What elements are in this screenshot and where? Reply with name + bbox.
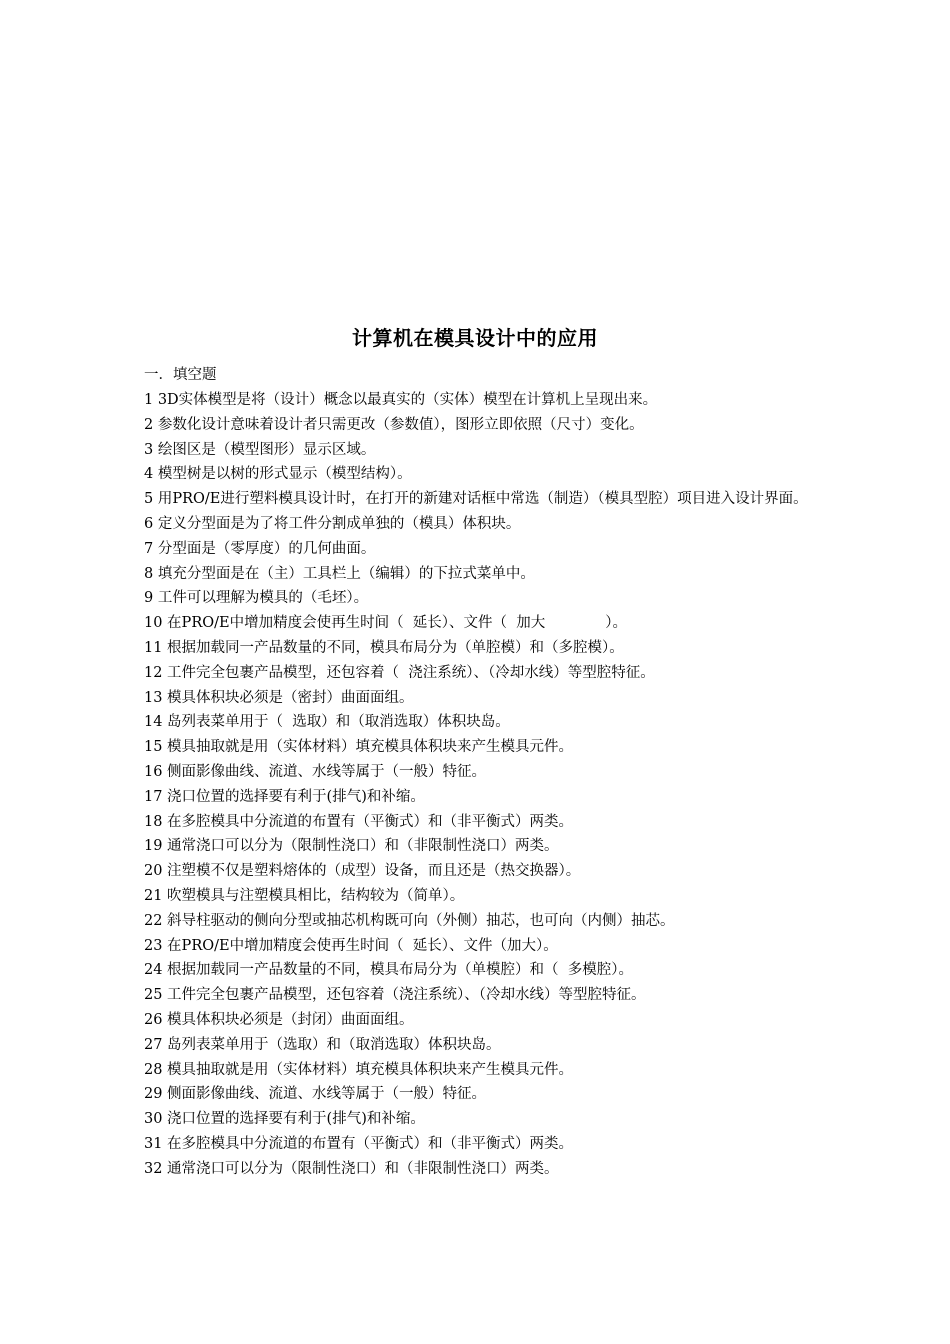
question-item: 22 斜导柱驱动的侧向分型或抽芯机构既可向（外侧）抽芯，也可向（内侧）抽芯。	[144, 912, 675, 929]
question-item: 28 模具抽取就是用（实体材料）填充模具体积块来产生模具元件。	[144, 1061, 574, 1078]
question-item: 2 参数化设计意味着设计者只需更改（参数值），图形立即依照（尺寸）变化。	[144, 416, 644, 433]
question-item: 10 在PRO/E中增加精度会使再生时间（ 延长）、文件（ 加大 ）。	[144, 615, 627, 632]
question-item: 9 工件可以理解为模具的（毛坯）。	[144, 590, 369, 607]
question-item: 29 侧面影像曲线、流道、水线等属于（一般）特征。	[144, 1086, 487, 1103]
question-item: 4 模型树是以树的形式显示（模型结构）。	[144, 466, 412, 483]
document-title: 计算机在模具设计中的应用	[352, 326, 598, 350]
question-item: 27 岛列表菜单用于（选取）和（取消选取）体积块岛。	[144, 1036, 501, 1053]
question-item: 32 通常浇口可以分为（限制性浇口）和（非限制性浇口）两类。	[144, 1160, 559, 1177]
question-item: 25 工件完全包裹产品模型，还包容着（浇注系统）、（冷却水线）等型腔特征。	[144, 987, 646, 1004]
question-item: 3 绘图区是（模型图形）显示区域。	[144, 441, 376, 458]
question-item: 11 根据加载同一产品数量的不同，模具布局分为（单腔模）和（多腔模）。	[144, 639, 624, 656]
question-item: 12 工件完全包裹产品模型，还包容着（ 浇注系统）、（冷却水线）等型腔特征。	[144, 664, 655, 681]
document-body	[144, 362, 814, 1182]
question-item: 21 吹塑模具与注塑模具相比，结构较为（简单）。	[144, 887, 465, 904]
question-list	[144, 388, 814, 1182]
question-item: 13 模具体积块必须是（密封）曲面面组。	[144, 689, 414, 706]
question-item: 6 定义分型面是为了将工件分割成单独的（模具）体积块。	[144, 515, 521, 532]
question-item: 20 注塑模不仅是塑料熔体的（成型）设备，而且还是（热交换器）。	[144, 863, 581, 880]
question-item: 24 根据加载同一产品数量的不同，模具布局分为（单模腔）和（ 多模腔）。	[144, 962, 634, 979]
question-item: 14 岛列表菜单用于（ 选取）和（取消选取）体积块岛。	[144, 714, 510, 731]
question-item: 7 分型面是（零厚度）的几何曲面。	[144, 540, 376, 557]
question-item: 31 在多腔模具中分流道的布置有（平衡式）和（非平衡式）两类。	[144, 1135, 574, 1152]
section-heading: 一．填空题	[144, 367, 217, 383]
question-item: 26 模具体积块必须是（封闭）曲面面组。	[144, 1011, 414, 1028]
question-item: 17 浇口位置的选择要有利于(排气)和补缩。	[144, 788, 425, 805]
question-item: 30 浇口位置的选择要有利于(排气)和补缩。	[144, 1111, 425, 1128]
question-item: 19 通常浇口可以分为（限制性浇口）和（非限制性浇口）两类。	[144, 838, 559, 855]
question-item: 1 3D实体模型是将（设计）概念以最真实的（实体）模型在计算机上呈现出来。	[144, 392, 658, 408]
question-item: 5 用PRO/E进行塑料模具设计时，在打开的新建对话框中常选（制造）（模具型腔）项目进入设计界面。	[144, 491, 808, 508]
question-item: 16 侧面影像曲线、流道、水线等属于（一般）特征。	[144, 763, 487, 780]
question-item: 23 在PRO/E中增加精度会使再生时间（ 延长）、文件（加大）。	[144, 937, 558, 954]
question-item: 18 在多腔模具中分流道的布置有（平衡式）和（非平衡式）两类。	[144, 813, 574, 830]
question-item: 15 模具抽取就是用（实体材料）填充模具体积块来产生模具元件。	[144, 739, 574, 756]
question-item: 8 填充分型面是在（主）工具栏上（编辑）的下拉式菜单中。	[144, 565, 535, 582]
